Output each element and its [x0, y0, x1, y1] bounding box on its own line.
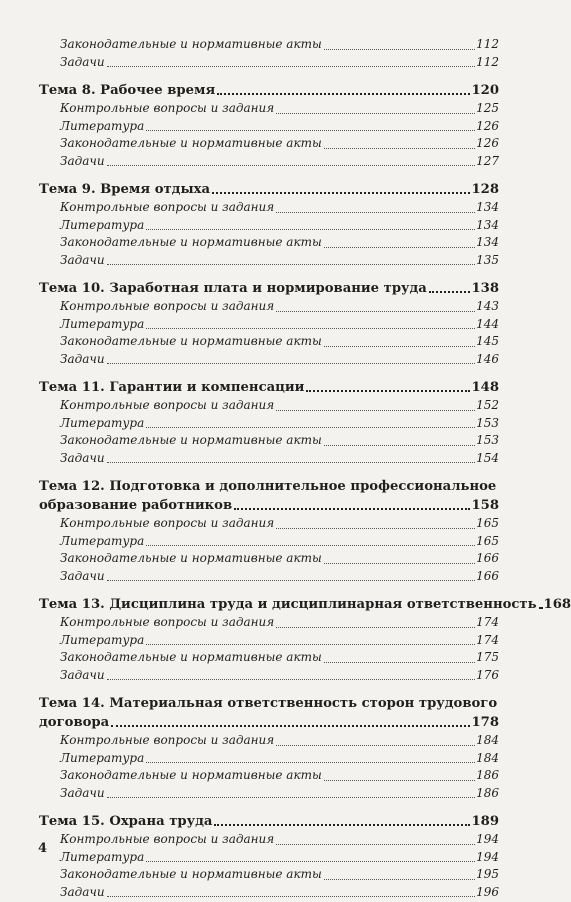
dot-leader [324, 563, 475, 564]
toc-entry [39, 100, 499, 118]
toc-entry-label: Контрольные вопросы и задания [60, 398, 275, 412]
toc-entry-label: Задачи [60, 785, 105, 800]
toc-entry [39, 153, 499, 171]
toc-entry [39, 135, 499, 153]
toc-entry-label: Литература [60, 316, 145, 331]
toc-entry [39, 849, 499, 867]
toc-entry-label: Законодательные и нормативные акты [60, 433, 322, 447]
toc-entry [39, 450, 499, 468]
toc-entry-page: 143 [476, 299, 499, 313]
toc-entry-page: 145 [476, 334, 499, 348]
toc-entry-label: Законодательные и нормативные акты [60, 768, 322, 782]
toc-entry [39, 866, 499, 884]
toc-entry-label: Задачи [60, 450, 105, 465]
toc-entry-label: образование работников [39, 498, 233, 513]
toc-entry-page: 144 [476, 316, 499, 331]
toc-entry-page: 195 [476, 867, 499, 881]
toc-heading [39, 279, 499, 298]
toc-entry [39, 568, 499, 586]
toc-entry-label: Контрольные вопросы и задания [60, 299, 275, 313]
toc-entry-label: Задачи [60, 252, 105, 267]
toc-entry-page: 153 [476, 415, 499, 430]
toc-entry-label: Задачи [60, 568, 105, 583]
toc-entry-label: Контрольные вопросы и задания [60, 733, 275, 747]
toc-entry [39, 550, 499, 568]
toc-entry-page: 112 [476, 37, 499, 51]
toc-entry [39, 316, 499, 334]
toc-entry [39, 351, 499, 369]
toc-entry-page: 146 [476, 351, 499, 366]
dot-leader [107, 580, 476, 581]
dot-leader [214, 824, 470, 826]
toc-entry-page: 194 [476, 832, 499, 846]
dot-leader [146, 130, 475, 131]
toc-entry-label: Задачи [60, 153, 105, 168]
toc-entry [39, 632, 499, 650]
toc-heading [39, 81, 499, 100]
toc-entry-page: 128 [471, 182, 499, 197]
toc-entry-label: Контрольные вопросы и задания [60, 101, 275, 115]
toc-entry-page: 148 [471, 380, 499, 395]
toc-entry-label: Контрольные вопросы и задания [60, 516, 275, 530]
toc-entry [39, 252, 499, 270]
dot-leader [324, 148, 475, 149]
toc-entry-page: 168 [543, 597, 571, 612]
toc-entry-label: договора [39, 715, 110, 730]
toc-entry-page: 166 [476, 568, 499, 583]
dot-leader [111, 725, 470, 727]
toc-entry [39, 415, 499, 433]
toc-entry-label: Задачи [60, 54, 105, 69]
toc-entry-page: 126 [476, 118, 499, 133]
toc-entry-page: 186 [476, 785, 499, 800]
toc-entry-page: 126 [476, 136, 499, 150]
toc-entry-page: 174 [476, 615, 499, 629]
toc-entry-page: 153 [476, 433, 499, 447]
dot-leader [146, 861, 475, 862]
dot-leader [276, 844, 475, 845]
toc-heading-line: Тема 12. Подготовка и дополнительное профессиональное [39, 479, 497, 494]
toc-entry-page: 165 [476, 533, 499, 548]
dot-leader [217, 93, 470, 95]
toc-entry-page: 152 [476, 398, 499, 412]
toc-entry [39, 667, 499, 685]
toc-heading-line: Тема 14. Материальная ответственность сторон трудового [39, 696, 498, 711]
toc-entry [39, 217, 499, 235]
toc-entry-label: Законодательные и нормативные акты [60, 867, 322, 881]
dot-leader [276, 113, 475, 114]
dot-leader [107, 462, 476, 463]
toc-entry-page: 134 [476, 217, 499, 232]
dot-leader [324, 445, 475, 446]
dot-leader [146, 229, 475, 230]
toc-entry-page: 176 [476, 667, 499, 682]
toc-entry [39, 432, 499, 450]
toc-entry-page: 186 [476, 768, 499, 782]
toc-entry [39, 54, 499, 72]
toc-entry [39, 199, 499, 217]
toc-entry-page: 165 [476, 516, 499, 530]
toc-entry-page: 184 [476, 733, 499, 747]
toc-entry-label: Литература [60, 415, 145, 430]
toc-entry [39, 767, 499, 785]
toc-entry-label: Тема 15. Охрана труда [39, 814, 213, 829]
toc-heading [39, 595, 571, 614]
toc-heading [39, 496, 499, 515]
dot-leader [539, 607, 543, 609]
toc-entry [39, 333, 499, 351]
toc-entry-label: Законодательные и нормативные акты [60, 37, 322, 51]
toc-entry-label: Законодательные и нормативные акты [60, 650, 322, 664]
toc-entry-label: Тема 13. Дисциплина труда и дисциплинарная ответственность [39, 597, 537, 612]
dot-leader [107, 363, 476, 364]
toc-entry-page: 138 [471, 281, 499, 296]
toc-entry-page: 166 [476, 551, 499, 565]
toc-entry [39, 614, 499, 632]
toc-entry-page: 135 [476, 252, 499, 267]
toc-entry [39, 750, 499, 768]
dot-leader [107, 679, 476, 680]
toc-entry-label: Контрольные вопросы и задания [60, 200, 275, 214]
toc-entry-label: Тема 8. Рабочее время [39, 83, 216, 98]
dot-leader [276, 745, 475, 746]
toc-entry-label: Контрольные вопросы и задания [60, 615, 275, 629]
toc-entry [39, 884, 499, 902]
toc-entry [39, 785, 499, 803]
toc-entry-label: Литература [60, 750, 145, 765]
dot-leader [276, 528, 475, 529]
dot-leader [324, 780, 475, 781]
toc-entry-page: 189 [471, 814, 499, 829]
toc-entry-label: Задачи [60, 884, 105, 899]
toc-entry-page: 184 [476, 750, 499, 765]
toc-entry-label: Законодательные и нормативные акты [60, 551, 322, 565]
toc-entry-label: Литература [60, 118, 145, 133]
dot-leader [107, 797, 476, 798]
toc-entry-label: Задачи [60, 351, 105, 366]
toc-entry-label: Литература [60, 632, 145, 647]
toc-entry-page: 120 [471, 83, 499, 98]
toc-entry [39, 649, 499, 667]
dot-leader [276, 410, 475, 411]
toc-entry-page: 175 [476, 650, 499, 664]
toc-entry-page: 134 [476, 200, 499, 214]
table-of-contents [39, 36, 571, 901]
dot-leader [324, 346, 475, 347]
toc-entry [39, 533, 499, 551]
toc-entry-page: 134 [476, 235, 499, 249]
dot-leader [234, 508, 470, 510]
toc-entry [39, 831, 499, 849]
toc-heading [39, 378, 499, 397]
toc-entry-page: 174 [476, 632, 499, 647]
dot-leader [306, 390, 470, 392]
toc-entry-page: 158 [471, 498, 499, 513]
toc-entry-page: 154 [476, 450, 499, 465]
dot-leader [324, 49, 475, 50]
toc-entry-label: Тема 10. Заработная плата и нормирование труда [39, 281, 427, 296]
toc-entry-label: Задачи [60, 667, 105, 682]
dot-leader [107, 896, 476, 897]
page-number: 4 [38, 841, 48, 856]
dot-leader [107, 66, 476, 67]
toc-entry-page: 125 [476, 101, 499, 115]
toc-entry [39, 36, 499, 54]
toc-heading [39, 812, 499, 831]
toc-entry-page: 196 [476, 884, 499, 899]
toc-entry [39, 515, 499, 533]
toc-entry-page: 112 [476, 54, 499, 69]
toc-entry-label: Литература [60, 533, 145, 548]
toc-entry [39, 298, 499, 316]
dot-leader [146, 328, 475, 329]
toc-entry-label: Литература [60, 217, 145, 232]
toc-entry [39, 234, 499, 252]
dot-leader [324, 879, 475, 880]
dot-leader [146, 762, 475, 763]
dot-leader [107, 264, 476, 265]
dot-leader [324, 662, 475, 663]
dot-leader [324, 247, 475, 248]
dot-leader [146, 644, 475, 645]
toc-entry-label: Литература [60, 849, 145, 864]
dot-leader [212, 192, 470, 194]
dot-leader [107, 165, 476, 166]
dot-leader [276, 212, 475, 213]
toc-entry-label: Контрольные вопросы и задания [60, 832, 275, 846]
toc-entry-label: Тема 9. Время отдыха [39, 182, 211, 197]
toc-entry-label: Законодательные и нормативные акты [60, 136, 322, 150]
dot-leader [429, 291, 471, 293]
toc-entry-label: Законодательные и нормативные акты [60, 235, 322, 249]
dot-leader [146, 545, 475, 546]
dot-leader [276, 311, 475, 312]
toc-entry [39, 732, 499, 750]
toc-entry [39, 118, 499, 136]
toc-entry-page: 194 [476, 849, 499, 864]
toc-heading [39, 713, 499, 732]
dot-leader [276, 627, 475, 628]
toc-heading [39, 180, 499, 199]
toc-entry-page: 127 [476, 153, 499, 168]
toc-entry-label: Тема 11. Гарантии и компенсации [39, 380, 305, 395]
toc-entry-page: 178 [471, 715, 499, 730]
dot-leader [146, 427, 475, 428]
toc-entry [39, 397, 499, 415]
toc-entry-label: Законодательные и нормативные акты [60, 334, 322, 348]
